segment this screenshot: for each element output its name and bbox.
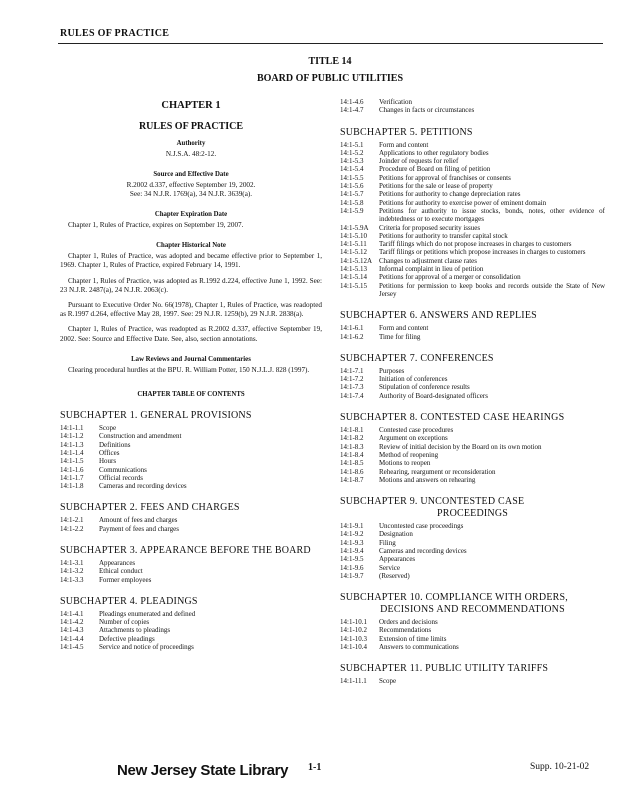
subchapter-title: SUBCHAPTER 6. ANSWERS AND REPLIES (340, 310, 537, 322)
chapter-name: RULES OF PRACTICE (138, 121, 244, 132)
section-number: 14:1-4.1 (60, 609, 84, 618)
chapter-number: CHAPTER 1 (161, 100, 221, 111)
title-name: BOARD OF PUBLIC UTILITIES (256, 73, 404, 84)
toc-subchapter (340, 592, 605, 651)
section-title: Number of copies (99, 618, 150, 627)
section-number: 14:1-7.1 (340, 366, 364, 375)
toc-entry (340, 635, 605, 643)
section-title: Construction and amendment (99, 432, 182, 441)
subchapter-title: SUBCHAPTER 8. CONTESTED CASE HEARINGS (340, 412, 565, 424)
section-title: (Reserved) (379, 571, 410, 580)
section-number: 14:1-5.11 (340, 240, 367, 249)
section-title: Answers to communications (379, 643, 459, 652)
subchapter-title: SUBCHAPTER 3. APPEARANCE BEFORE THE BOARD (60, 545, 311, 556)
toc-subchapter (340, 496, 605, 580)
toc-subchapter (340, 412, 605, 484)
toc-entry (340, 451, 605, 459)
toc-subchapter-continued (340, 98, 605, 115)
section-title: Review of initial decision by the Board on its own motion (379, 442, 542, 451)
section-title: Designation (379, 530, 413, 539)
section-title: Changes to adjustment clause rates (379, 256, 477, 265)
title-number: TITLE 14 (308, 56, 352, 67)
section-title: Method of reopening (379, 450, 439, 459)
section-number: 14:1-5.7 (340, 190, 364, 199)
toc-entry (340, 643, 605, 651)
toc-entry (340, 190, 605, 198)
section-title: Criteria for proposed security issues (379, 223, 481, 232)
toc-entry (340, 443, 605, 451)
toc-entry (60, 441, 322, 449)
toc-entry (340, 677, 605, 685)
toc-entry (340, 530, 605, 538)
page-number: 1-1 (308, 762, 322, 773)
section-title: Petitions for approval of franchises or consents (379, 173, 511, 182)
toc-entry (340, 157, 605, 165)
section-number: 14:1-4.3 (60, 626, 84, 635)
section-number: 14:1-10.2 (340, 626, 368, 635)
history-paragraph: Chapter 1, Rules of Practice, was adopted and became effective prior to September 1, 1969. Chapter 1, Rules of Practice, expired February 14, 1991. (60, 252, 322, 270)
supplement-date: Supp. 10-21-02 (530, 762, 590, 772)
source-line-1: R.2002 d.337, effective September 19, 2002. (126, 181, 256, 189)
section-number: 14:1-1.3 (60, 440, 84, 449)
section-number: 14:1-10.1 (340, 618, 368, 627)
toc-entry (340, 324, 605, 332)
section-number: 14:1-1.6 (60, 465, 84, 474)
toc-heading: CHAPTER TABLE OF CONTENTS (137, 391, 245, 399)
library-stamp: New Jersey State Library (117, 762, 289, 779)
toc-entry (60, 635, 322, 643)
section-title: Motions and answers on rehearing (379, 475, 476, 484)
toc-subchapter (340, 663, 605, 685)
section-number: 14:1-8.5 (340, 459, 364, 468)
toc-entry (340, 426, 605, 434)
section-number: 14:1-10.4 (340, 643, 368, 652)
section-title: Service and notice of proceedings (99, 643, 194, 652)
toc-entry (340, 240, 605, 248)
toc-entry (340, 165, 605, 173)
section-number: 14:1-5.8 (340, 198, 364, 207)
running-header: RULES OF PRACTICE (60, 28, 170, 39)
expiration-text: Chapter 1, Rules of Practice, expires on September 19, 2007. (68, 221, 244, 229)
section-number: 14:1-5.6 (340, 182, 364, 191)
section-number: 14:1-8.4 (340, 450, 364, 459)
reviews-heading: Law Reviews and Journal Commentaries (131, 355, 251, 363)
section-title: Joinder of requests for relief (379, 157, 459, 166)
toc-subchapter (60, 410, 322, 490)
toc-entry (340, 539, 605, 547)
subchapter-title: SUBCHAPTER 7. CONFERENCES (340, 352, 494, 364)
toc-entry (60, 482, 322, 490)
section-number: 14:1-5.1 (340, 140, 364, 149)
toc-entry (340, 273, 605, 281)
toc-entry (340, 564, 605, 572)
toc-entry (340, 199, 605, 207)
toc-entry (60, 618, 322, 626)
section-number: 14:1-8.2 (340, 434, 364, 443)
section-number: 14:1-1.1 (60, 424, 84, 433)
toc-entry (340, 383, 605, 391)
toc-entry (340, 459, 605, 467)
section-title: Scope (99, 424, 117, 433)
subchapter-title-continued: DECISIONS AND RECOMMENDATIONS (380, 604, 565, 616)
section-title: Verification (379, 98, 413, 106)
toc-entry (340, 555, 605, 563)
toc-entry (60, 559, 322, 567)
subchapter-title: SUBCHAPTER 9. UNCONTESTED CASE (340, 496, 525, 508)
toc-subchapter (340, 353, 605, 400)
authority-heading: Authority (176, 140, 206, 147)
expiration-heading: Chapter Expiration Date (154, 211, 228, 218)
section-number: 14:1-7.2 (340, 375, 364, 384)
section-number: 14:1-8.7 (340, 475, 364, 484)
toc-subchapter (60, 545, 322, 584)
section-number: 14:1-9.4 (340, 546, 364, 555)
section-number: 14:1-5.14 (340, 273, 368, 282)
section-title: Recommendations (379, 626, 432, 635)
section-number: 14:1-5.5 (340, 173, 364, 182)
toc-entry (340, 207, 605, 224)
source-line-2: See: 34 N.J.R. 1769(a), 34 N.J.R. 3639(a). (129, 190, 253, 198)
section-title: Stipulation of conference results (379, 383, 470, 392)
section-number: 14:1-5.2 (340, 148, 364, 157)
section-number: 14:1-5.15 (340, 281, 368, 290)
right-column (340, 98, 605, 698)
section-number: 14:1-2.2 (60, 524, 84, 533)
history-paragraph: Pursuant to Executive Order No. 66(1978), Chapter 1, Rules of Practice, was readopted as R.1997 d.264, effective May 28, 1997. See: 29 N.J.R. 1259(b), 29 N.J.R. 2838(a). (60, 301, 322, 319)
section-title: Petitions for authority to issue stocks, bonds, notes, other evidence of indebtedness or to execute mortgages (379, 206, 605, 224)
section-number: 14:1-1.5 (60, 457, 84, 466)
section-title: Definitions (99, 440, 131, 449)
section-title: Informal complaint in lieu of petition (379, 265, 484, 274)
toc-subchapter (60, 502, 322, 533)
section-number: 14:1-1.7 (60, 473, 84, 482)
section-title: Petitions for permission to keep books and records outside the State of New Jersey (379, 281, 605, 298)
toc-entry (340, 434, 605, 442)
section-number: 14:1-9.6 (340, 563, 364, 572)
toc-entry (340, 626, 605, 634)
section-number: 14:1-9.3 (340, 538, 364, 547)
section-title: Former employees (99, 575, 152, 584)
toc-entry (60, 449, 322, 457)
section-title: Tariff filings which do not propose increases in charges to customers (379, 240, 572, 249)
section-number: 14:1-10.3 (340, 634, 368, 643)
toc-entry (60, 610, 322, 618)
section-number: 14:1-9.2 (340, 530, 364, 539)
section-number: 14:1-5.4 (340, 165, 364, 174)
toc-entry (340, 141, 605, 149)
section-title: Offices (99, 448, 120, 457)
toc-entry (340, 149, 605, 157)
subchapter-title: SUBCHAPTER 2. FEES AND CHARGES (60, 502, 240, 514)
section-title: Petitions for approval of a merger or consolidation (379, 273, 521, 282)
section-title: Cameras and recording devices (99, 482, 187, 491)
toc-subchapter (340, 127, 605, 299)
toc-entry (60, 626, 322, 634)
section-title: Tariff filings or petitions which propose increases in charges to customers (379, 248, 586, 257)
section-title: Hours (99, 457, 117, 466)
section-title: Procedure of Board on filing of petition (379, 165, 491, 174)
section-number: 14:1-11.1 (340, 677, 367, 686)
subchapter-title: SUBCHAPTER 5. PETITIONS (340, 126, 473, 138)
section-title: Filing (379, 538, 396, 547)
section-title: Appearances (379, 555, 416, 564)
toc-entry (60, 432, 322, 440)
subchapter-title: SUBCHAPTER 4. PLEADINGS (60, 595, 198, 607)
toc-entry (340, 547, 605, 555)
authority-text: N.J.S.A. 48:2-12. (165, 150, 217, 158)
toc-entry (340, 367, 605, 375)
toc-entry (60, 516, 322, 524)
toc-entry (340, 248, 605, 256)
toc-entry (340, 468, 605, 476)
section-number: 14:1-3.1 (60, 559, 84, 567)
section-title: Orders and decisions (379, 618, 438, 627)
section-title: Ethical conduct (99, 567, 143, 576)
section-number: 14:1-2.1 (60, 516, 84, 525)
header-rule (58, 43, 603, 44)
section-number: 14:1-5.9A (340, 223, 369, 232)
section-title: Service (379, 563, 400, 572)
toc-entry (340, 174, 605, 182)
section-title: Form and content (379, 324, 429, 333)
section-title: Petitions for authority to transfer capital stock (379, 231, 508, 240)
section-number: 14:1-3.3 (60, 575, 84, 584)
reviews-text: Clearing procedural hurdles at the BPU. R. William Potter, 150 N.J.L.J. 828 (1997). (68, 365, 310, 374)
toc-entry (340, 265, 605, 273)
left-column (60, 96, 322, 663)
section-number: 14:1-8.6 (340, 467, 364, 476)
toc-entry (60, 643, 322, 651)
section-number: 14:1-5.12 (340, 248, 368, 257)
section-title: Changes in facts or circumstances (379, 106, 475, 115)
section-number: 14:1-4.5 (60, 643, 84, 652)
toc-entry (60, 424, 322, 432)
toc-entry (340, 392, 605, 400)
toc-entry (340, 522, 605, 530)
toc-entry (340, 106, 605, 114)
toc-entry (60, 576, 322, 584)
section-title: Form and content (379, 140, 429, 149)
section-title: Official records (99, 473, 143, 482)
toc-entry (340, 282, 605, 299)
history-paragraph: Chapter 1, Rules of Practice, was adopted as R.1992 d.224, effective June 1, 1992. See: 23 N.J.R. 2487(a), 24 N.J.R. 2063(c). (60, 276, 322, 294)
subchapter-title: SUBCHAPTER 1. GENERAL PROVISIONS (60, 410, 252, 422)
section-number: 14:1-4.6 (340, 98, 364, 106)
toc-entry (340, 572, 605, 580)
section-number: 14:1-5.13 (340, 265, 368, 274)
section-number: 14:1-3.2 (60, 567, 84, 576)
toc-entry (340, 333, 605, 341)
toc-entry (340, 618, 605, 626)
toc-subchapter (60, 596, 322, 651)
section-number: 14:1-4.7 (340, 106, 364, 115)
section-title: Communications (99, 465, 147, 474)
toc-entry (340, 98, 605, 106)
section-number: 14:1-1.8 (60, 482, 84, 491)
section-title: Uncontested case proceedings (379, 522, 464, 531)
history-heading: Chapter Historical Note (156, 242, 226, 250)
section-number: 14:1-5.3 (340, 157, 364, 166)
section-title: Payment of fees and charges (99, 524, 179, 533)
section-title: Motions to reopen (379, 459, 431, 468)
subchapter-title-continued: PROCEEDINGS (436, 508, 509, 520)
toc-entry (60, 474, 322, 482)
section-number: 14:1-7.4 (340, 391, 364, 400)
toc-entry (60, 567, 322, 575)
history-paragraph: Chapter 1, Rules of Practice, was readopted as R.2002 d.337, effective September 19, 2002. See: Source and Effective Date. See, also, section annotations. (60, 325, 322, 343)
section-title: Rehearing, reargument or reconsideration (379, 467, 496, 476)
section-number: 14:1-4.2 (60, 618, 84, 627)
section-number: 14:1-1.4 (60, 448, 84, 457)
toc-entry (340, 232, 605, 240)
section-number: 14:1-4.4 (60, 634, 84, 643)
section-title: Scope (379, 677, 397, 686)
section-title: Defective pleadings (99, 634, 155, 643)
section-title: Extension of time limits (379, 634, 447, 643)
section-title: Attachments to pleadings (99, 626, 171, 635)
section-number: 14:1-7.3 (340, 383, 364, 392)
section-title: Contested case procedures (379, 426, 454, 435)
section-number: 14:1-8.3 (340, 442, 364, 451)
toc-entry (340, 257, 605, 265)
toc-entry (60, 525, 322, 533)
section-title: Time for filing (379, 332, 421, 341)
section-title: Appearances (99, 559, 136, 567)
section-number: 14:1-6.1 (340, 324, 364, 333)
section-number: 14:1-5.9 (340, 206, 364, 215)
subchapter-title: SUBCHAPTER 10. COMPLIANCE WITH ORDERS, (340, 592, 568, 604)
section-title: Argument on exceptions (379, 434, 448, 443)
section-title: Pleadings enumerated and defined (99, 609, 196, 618)
source-heading: Source and Effective Date (153, 171, 229, 178)
toc-entry (340, 182, 605, 190)
section-title: Cameras and recording devices (379, 546, 467, 555)
section-title: Petitions for the sale or lease of property (379, 182, 493, 191)
toc-entry (60, 466, 322, 474)
section-title: Initiation of conferences (379, 375, 448, 384)
section-number: 14:1-9.7 (340, 571, 364, 580)
toc-entry (60, 457, 322, 465)
section-number: 14:1-8.1 (340, 426, 364, 435)
section-title: Applications to other regulatory bodies (379, 148, 489, 157)
section-title: Amount of fees and charges (99, 516, 178, 525)
section-title: Petitions for authority to change depreciation rates (379, 190, 521, 199)
section-title: Authority of Board-designated officers (379, 391, 488, 400)
section-number: 14:1-9.1 (340, 522, 364, 531)
section-number: 14:1-6.2 (340, 332, 364, 341)
toc-entry (340, 476, 605, 484)
section-number: 14:1-5.10 (340, 231, 368, 240)
section-number: 14:1-1.2 (60, 432, 84, 441)
toc-entry (340, 375, 605, 383)
section-title: Purposes (379, 366, 405, 375)
subchapter-title: SUBCHAPTER 11. PUBLIC UTILITY TARIFFS (340, 663, 549, 675)
toc-subchapter (340, 310, 605, 341)
section-number: 14:1-9.5 (340, 555, 364, 564)
section-title: Petitions for authority to exercise power of eminent domain (379, 198, 547, 207)
section-number: 14:1-5.12A (340, 256, 373, 265)
toc-entry (340, 224, 605, 232)
